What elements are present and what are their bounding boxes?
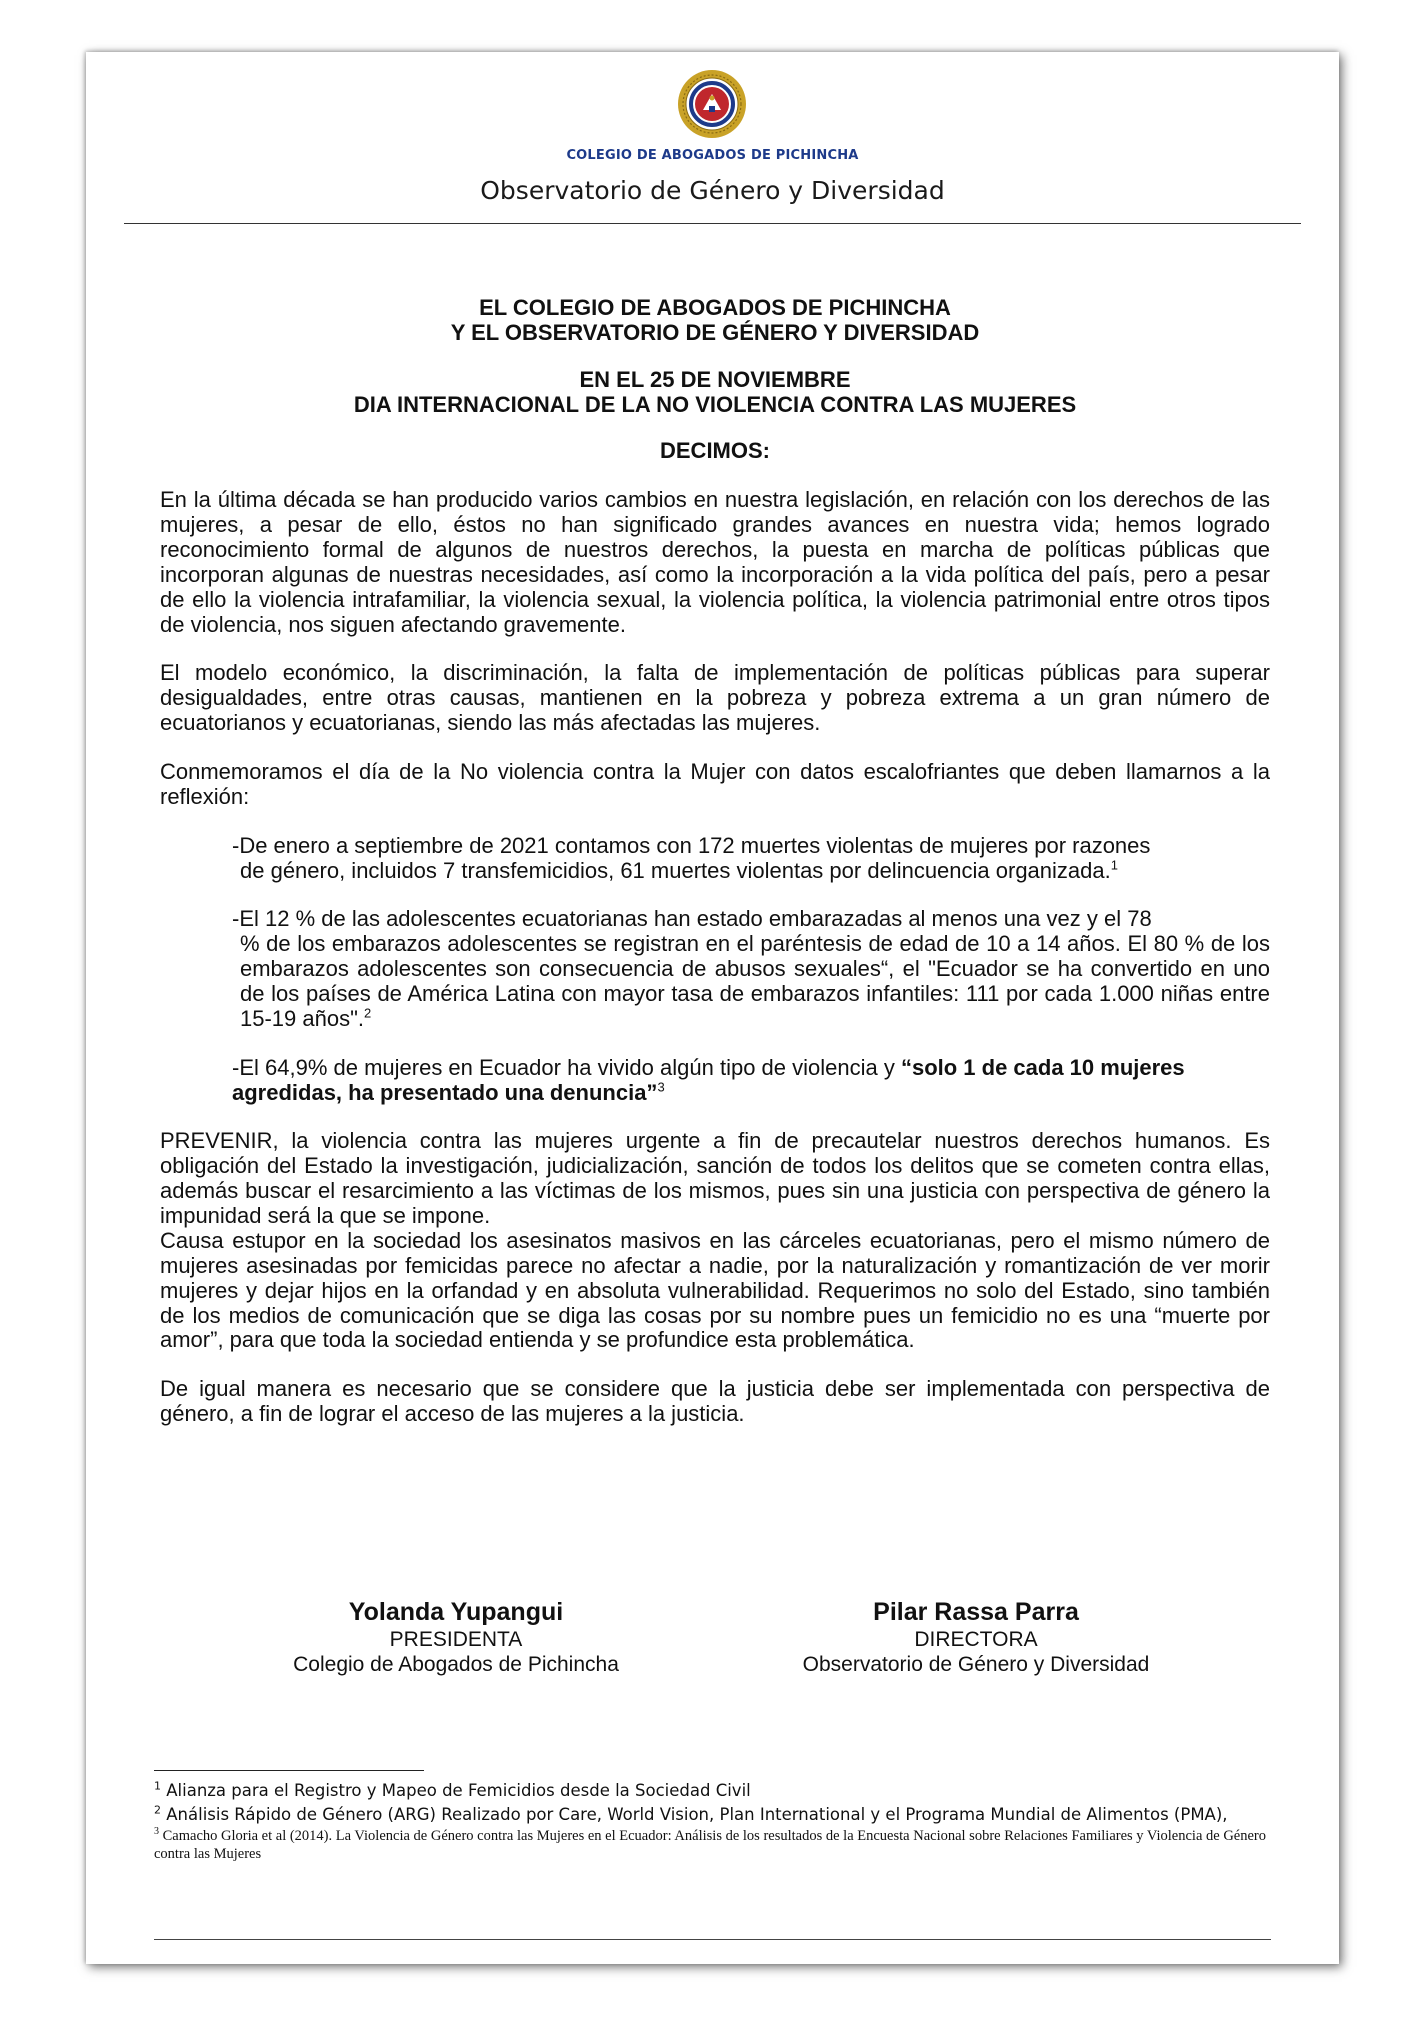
footnote-number: 1	[154, 1779, 161, 1793]
signer-org: Colegio de Abogados de Pichincha	[293, 1653, 619, 1677]
footnote-ref-1[interactable]: 1	[1110, 857, 1118, 873]
title-line-3: EN EL 25 DE NOVIEMBRE	[579, 366, 851, 392]
paragraph-justicia: De igual manera es necesario que se considere que la justicia debe ser implementada con perspectiva de género, a fin de lograr el acceso de las mujeres a la justicia.	[160, 1376, 1270, 1427]
bullet-1-line-2: de género, incluidos 7 transfemicidios, 61 muertes violentas por delincuencia organizada.	[240, 857, 1111, 883]
signer-name: Pilar Rassa Parra	[873, 1598, 1079, 1626]
title-block-1	[160, 296, 1270, 346]
colegio-abogados-seal-logo	[676, 68, 748, 140]
paragraph-2: El modelo económico, la discriminación, la falta de implementación de políticas públicas para superar desigualdades, entre otras causas, mantienen en la pobreza y pobreza extrema a un gran número de ecuatorianos y ecuatorianas, siendo las más afectadas las mujeres.	[160, 660, 1270, 736]
paragraph-carceles: Causa estupor en la sociedad los asesinatos masivos en las cárceles ecuatorianas, pero el mismo número de mujeres asesinadas por femicidas parece no afectar a nadie, por la naturalización y romantización de ver morir mujeres y dejar hijos en la orfandad y en absoluta vulnerabilidad. Requerimos no solo del Estado, sino también de los medios de comunicación que se diga las cosas por su nombre pues un femicidio no es una “muerte por amor”, para que toda la sociedad entienda y se profundice esta problemática.	[160, 1227, 1270, 1353]
letterhead	[86, 52, 1339, 232]
bottom-divider	[154, 1939, 1271, 1940]
footnote-1	[154, 1779, 1284, 1803]
signer-role: DIRECTORA	[914, 1628, 1038, 1651]
bullet-1-line-1: -De enero a septiembre de 2021 contamos con 172 muertes violentas de mujeres por razones	[232, 832, 1151, 858]
title-line-1: EL COLEGIO DE ABOGADOS DE PICHINCHA	[479, 295, 951, 320]
footnote-text: Alianza para el Registro y Mapeo de Femicidios desde la Sociedad Civil	[166, 1781, 751, 1800]
observatory-name: Observatorio de Género y Diversidad	[480, 176, 945, 205]
paragraph-1: En la última década se han producido varios cambios en nuestra legislación, en relación con los derechos de las mujeres, a pesar de ello, éstos no han significado grandes avances en nuestra vida; hemos logrado reconocimiento formal de algunos de nuestros derechos, la puesta en marcha de políticas públicas que incorporan algunas de nuestras necesidades, así como la incorporación a la vida política del país, pero a pesar de ello la violencia intrafamiliar, la violencia sexual, la violencia política, la violencia patrimonial entre otros tipos de violencia, nos siguen afectando gravemente.	[160, 487, 1270, 637]
footnote-ref-2[interactable]: 2	[364, 1005, 372, 1021]
bullet-2-rest: % de los embarazos adolescentes se registran en el paréntesis de edad de 10 a 14 años. El 80 % de los embarazos adolescentes son consecuencia de abusos sexuales“, el "Ecuador se ha convertido en uno de los países de América Latina con mayor tasa de embarazos infantiles: 111 por cada 1.000 niñas entre 15-19 años".	[240, 931, 1270, 1031]
footnote-text: Análisis Rápido de Género (ARG) Realizado por Care, World Vision, Plan International y el Programa Mundial de Alimentos (PMA),	[166, 1804, 1228, 1824]
bullet-violence	[232, 1056, 1270, 1106]
signer-name: Yolanda Yupangui	[348, 1598, 564, 1626]
statement-body	[160, 296, 1270, 1451]
footnote-separator	[154, 1770, 424, 1771]
paragraph-prevenir: PREVENIR, la violencia contra las mujeres urgente a fin de precautelar nuestros derechos humanos. Es obligación del Estado la investigación, judicialización, sanción de todos los delitos que se cometen contra ellas, además buscar el resarcimiento a las víctimas de los mismos, pues sin una justicia con perspectiva de género la impunidad será la que se impone.	[160, 1128, 1270, 1229]
title-block-2	[160, 368, 1270, 418]
footnote-2	[154, 1803, 1284, 1827]
bullet-femicides	[232, 834, 1270, 884]
bullet-3-plain: -El 64,9% de mujeres en Ecuador ha vivido algún tipo de violencia y	[232, 1054, 901, 1080]
footnote-ref-3[interactable]: 3	[657, 1079, 665, 1095]
footnote-number: 3	[154, 1826, 159, 1838]
footnote-text: Camacho Gloria et al (2014). La Violencia de Género contra las Mujeres en el Ecuador: Análisis de los resultados de la Encuesta Nacional sobre Relaciones Familiares y Violencia de Género contra las Mujeres	[154, 1827, 1266, 1862]
title-line-2: Y EL OBSERVATORIO DE GÉNERO Y DIVERSIDAD	[450, 319, 980, 345]
org-name: COLEGIO DE ABOGADOS DE PICHINCHA	[566, 148, 859, 163]
signature-director	[726, 1597, 1226, 1677]
footnote-number: 2	[154, 1803, 161, 1817]
bullet-pregnancy	[232, 907, 1270, 1031]
paragraph-3: Conmemoramos el día de la No violencia contra la Mujer con datos escalofriantes que deben llamarnos a la reflexión:	[160, 759, 1270, 809]
footnotes	[154, 1779, 1284, 1863]
footnote-3	[154, 1827, 1284, 1863]
bullet-3-quote: “solo 1 de cada 10 mujeres agredidas, ha presentado una denuncia”	[232, 1054, 1185, 1105]
header-divider	[124, 223, 1301, 224]
signer-role: PRESIDENTA	[389, 1628, 523, 1651]
signature-president	[206, 1597, 706, 1677]
decimos-heading: DECIMOS:	[660, 438, 770, 464]
document-page	[86, 52, 1339, 1964]
signer-org: Observatorio de Género y Diversidad	[802, 1653, 1150, 1677]
title-line-4: DIA INTERNACIONAL DE LA NO VIOLENCIA CONTRA LAS MUJERES	[353, 391, 1077, 417]
bullet-2-line-1: -El 12 % de las adolescentes ecuatorianas han estado embarazadas al menos una vez y el 78	[232, 906, 1152, 932]
